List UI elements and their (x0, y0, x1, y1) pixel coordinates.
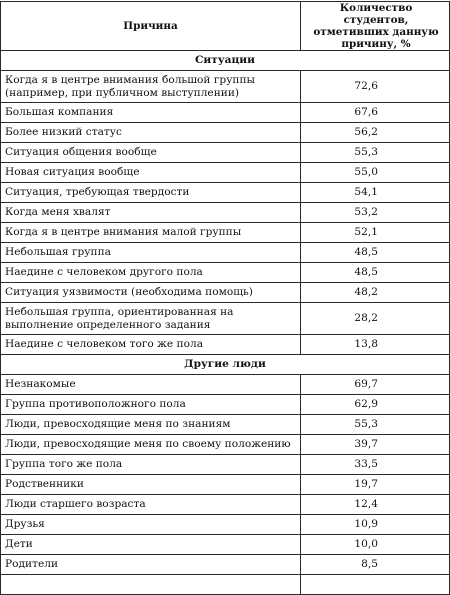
table-row (1, 375, 450, 395)
row-reason: Наедине с человеком другого пола (1, 263, 301, 283)
table-row (1, 535, 450, 555)
table-row (1, 103, 450, 123)
section-title: Другие люди (1, 355, 450, 375)
table-row (1, 223, 450, 243)
row-reason: Более низкий статус (1, 123, 301, 143)
table-row (1, 243, 450, 263)
row-value: 55,3 (301, 143, 450, 163)
table-row (1, 475, 450, 495)
table-row (1, 183, 450, 203)
table-row (1, 71, 450, 103)
row-reason: Небольшая группа, ориентированная на выполнение определенного задания (1, 303, 301, 335)
row-value: 28,2 (301, 303, 450, 335)
table-row (1, 395, 450, 415)
section-header-situations (1, 51, 450, 71)
row-value: 48,5 (301, 263, 450, 283)
row-reason: Группа противоположного пола (1, 395, 301, 415)
row-reason: Родственники (1, 475, 301, 495)
row-reason: Дети (1, 535, 301, 555)
row-value: 39,7 (301, 435, 450, 455)
row-reason: Ситуация уязвимости (необходима помощь) (1, 283, 301, 303)
row-reason: Когда я в центре внимания большой группы (например, при публичном выступлении) (1, 71, 301, 103)
row-reason: Когда я в центре внимания малой группы (1, 223, 301, 243)
table-header-row (1, 2, 450, 51)
section-title: Ситуации (1, 51, 450, 71)
row-value: 62,9 (301, 395, 450, 415)
row-value: 12,4 (301, 495, 450, 515)
row-reason: Новая ситуация вообще (1, 163, 301, 183)
row-value: 52,1 (301, 223, 450, 243)
table-row (1, 335, 450, 355)
row-value: 55,3 (301, 415, 450, 435)
row-value: 69,7 (301, 375, 450, 395)
row-reason: Ситуация общения вообще (1, 143, 301, 163)
row-value: 55,0 (301, 163, 450, 183)
row-reason: Друзья (1, 515, 301, 535)
row-value: 54,1 (301, 183, 450, 203)
row-reason: Ситуация, требующая твердости (1, 183, 301, 203)
row-reason: Когда меня хвалят (1, 203, 301, 223)
row-reason: Родители (1, 555, 301, 575)
table-row (1, 143, 450, 163)
table-row (1, 555, 450, 575)
row-reason: Люди, превосходящие меня по своему положению (1, 435, 301, 455)
row-value: 67,6 (301, 103, 450, 123)
table-row (1, 163, 450, 183)
table-row (1, 435, 450, 455)
table-row (1, 415, 450, 435)
table-row (1, 303, 450, 335)
row-reason: Люди, превосходящие меня по знаниям (1, 415, 301, 435)
row-value (301, 575, 450, 595)
row-value: 48,2 (301, 283, 450, 303)
row-value: 10,9 (301, 515, 450, 535)
row-reason: Большая компания (1, 103, 301, 123)
table-row (1, 203, 450, 223)
row-reason (1, 575, 301, 595)
row-value: 33,5 (301, 455, 450, 475)
table-row (1, 283, 450, 303)
header-reason: Причина (1, 2, 301, 51)
row-reason: Незнакомые (1, 375, 301, 395)
row-value: 19,7 (301, 475, 450, 495)
section-header-other-people (1, 355, 450, 375)
row-reason: Наедине с человеком того же пола (1, 335, 301, 355)
table-row (1, 495, 450, 515)
row-value: 8,5 (301, 555, 450, 575)
table-row (1, 455, 450, 475)
row-value: 72,6 (301, 71, 450, 103)
row-value: 53,2 (301, 203, 450, 223)
row-value: 10,0 (301, 535, 450, 555)
header-count: Количество студентов, отметивших данную причину, % (301, 2, 450, 51)
row-reason: Небольшая группа (1, 243, 301, 263)
row-value: 13,8 (301, 335, 450, 355)
table-row (1, 263, 450, 283)
row-reason: Люди старшего возраста (1, 495, 301, 515)
table-row (1, 575, 450, 595)
table-row (1, 123, 450, 143)
reasons-table (0, 1, 450, 595)
row-value: 56,2 (301, 123, 450, 143)
row-reason: Группа того же пола (1, 455, 301, 475)
table-row (1, 515, 450, 535)
row-value: 48,5 (301, 243, 450, 263)
